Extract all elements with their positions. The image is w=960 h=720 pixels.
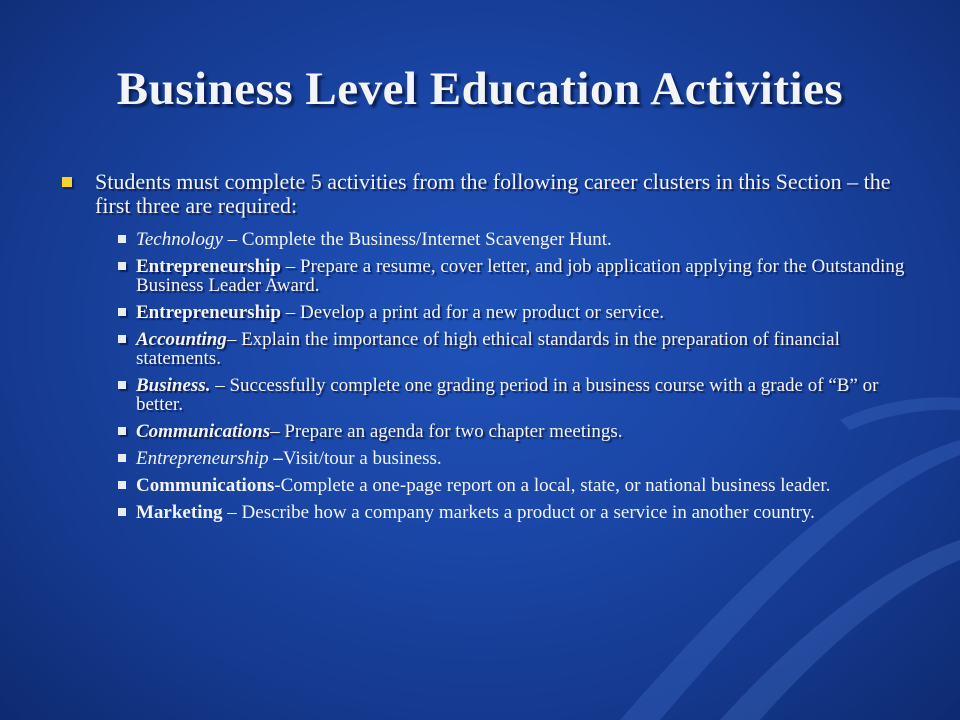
slide-content: [60, 170, 910, 530]
activity-item: [136, 230, 910, 249]
cluster-name: Entrepreneurship: [136, 256, 281, 277]
separator: –: [270, 421, 285, 442]
activity-text: Prepare an agenda for two chapter meetings.: [284, 421, 623, 442]
activity-item: [136, 476, 910, 495]
separator: –: [226, 329, 242, 350]
square-bullet-icon: [118, 235, 126, 243]
separator: -: [274, 475, 281, 496]
intro-text: Students must complete 5 activities from the following career clusters in this Section – the first three are required:: [95, 169, 891, 218]
square-bullet-icon: [118, 262, 126, 270]
activity-text: Prepare a resume, cover letter, and job application applying for the Outstanding Business Leader Award.: [136, 256, 905, 296]
cluster-name: Communications: [136, 421, 271, 442]
separator: –: [222, 229, 242, 250]
separator: –: [281, 302, 300, 323]
separator: –: [222, 502, 242, 523]
cluster-name: Accounting: [136, 329, 227, 350]
activity-text: Develop a print ad for a new product or service.: [300, 302, 665, 323]
cluster-name: Technology: [136, 229, 223, 250]
activity-item: [136, 330, 910, 368]
square-bullet-icon: [118, 381, 126, 389]
cluster-name: Communications: [136, 475, 275, 496]
activity-item: [136, 257, 910, 295]
slide-title: Business Level Education Activities: [116, 63, 844, 115]
square-bullet-icon: [118, 308, 126, 316]
intro-bullet: [60, 170, 910, 218]
activity-text: Describe how a company markets a product or a service in another country.: [241, 502, 815, 523]
square-bullet-icon: [118, 427, 126, 435]
activity-text: Successfully complete one grading period in a business course with a grade of “B” or better.: [136, 375, 879, 415]
cluster-name: Business.: [136, 375, 211, 396]
square-bullet-icon: [118, 454, 126, 462]
activity-text: Complete a one-page report on a local, state, or national business leader.: [280, 475, 831, 496]
separator: –: [268, 448, 283, 469]
activity-item: [136, 303, 910, 322]
activity-item: [136, 449, 910, 468]
activity-text: Explain the importance of high ethical standards in the preparation of financial statements.: [136, 329, 840, 369]
cluster-name: Marketing: [136, 502, 223, 523]
cluster-name: Entrepreneurship: [136, 302, 281, 323]
yellow-square-bullet-icon: [62, 177, 72, 187]
cluster-name: Entrepreneurship: [136, 448, 269, 469]
activity-item: [136, 376, 910, 414]
activity-text: Complete the Business/Internet Scavenger Hunt.: [241, 229, 612, 250]
square-bullet-icon: [118, 508, 126, 516]
activity-item: [136, 503, 910, 522]
separator: –: [210, 375, 230, 396]
activity-item: [136, 422, 910, 441]
square-bullet-icon: [118, 335, 126, 343]
square-bullet-icon: [118, 481, 126, 489]
activity-text: Visit/tour a business.: [282, 448, 442, 469]
separator: –: [281, 256, 300, 277]
